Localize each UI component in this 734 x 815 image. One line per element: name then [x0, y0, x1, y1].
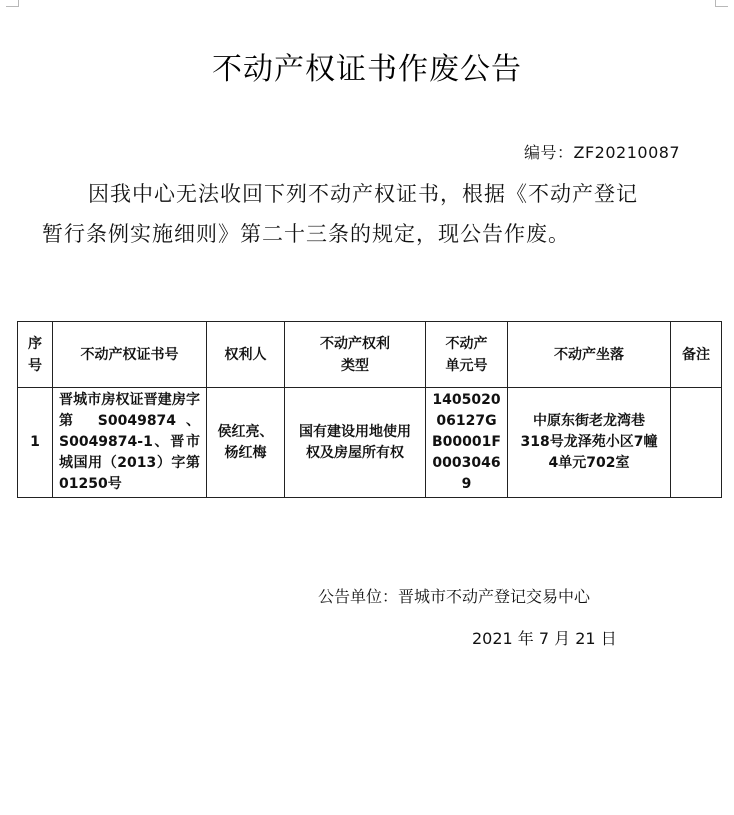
header-location: 不动产坐落 [508, 322, 671, 388]
cell-cert-no: 晋城市房权证晋建房字第 S0049874、S0049874-1、晋市城国用（2013）字第01250号 [53, 388, 207, 498]
table-row [18, 388, 722, 498]
notice-body-line-1: 因我中心无法收回下列不动产权证书，根据《不动产登记 [88, 182, 638, 206]
issuing-organization: 公告单位：晋城市不动产登记交易中心 [318, 587, 591, 606]
cell-seq: 1 [18, 388, 53, 498]
cell-location: 中原东街老龙湾巷318号龙泽苑小区7幢4单元702室 [508, 388, 671, 498]
cell-unit-no: 140502006127GB00001F00030469 [426, 388, 508, 498]
page-corner-mark-left [6, 0, 19, 7]
cell-remark [671, 388, 722, 498]
header-cert-no: 不动产权证书号 [53, 322, 207, 388]
cell-right-type: 国有建设用地使用权及房屋所有权 [285, 388, 426, 498]
table-header-row [18, 322, 722, 388]
header-right-type: 不动产权利类型 [285, 322, 426, 388]
page-corner-mark-right [715, 0, 728, 7]
notice-body-line-2: 暂行条例实施细则》第二十三条的规定，现公告作废。 [42, 222, 570, 246]
certificate-table [17, 321, 722, 498]
header-holder: 权利人 [207, 322, 285, 388]
header-unit-no: 不动产单元号 [426, 322, 508, 388]
cell-holder: 侯红亮、杨红梅 [207, 388, 285, 498]
document-number: 编号：ZF20210087 [524, 143, 681, 162]
header-seq: 序号 [18, 322, 53, 388]
header-remark: 备注 [671, 322, 722, 388]
issue-date: 2021 年 7 月 21 日 [472, 629, 617, 648]
page-title: 不动产权证书作废公告 [212, 52, 522, 87]
